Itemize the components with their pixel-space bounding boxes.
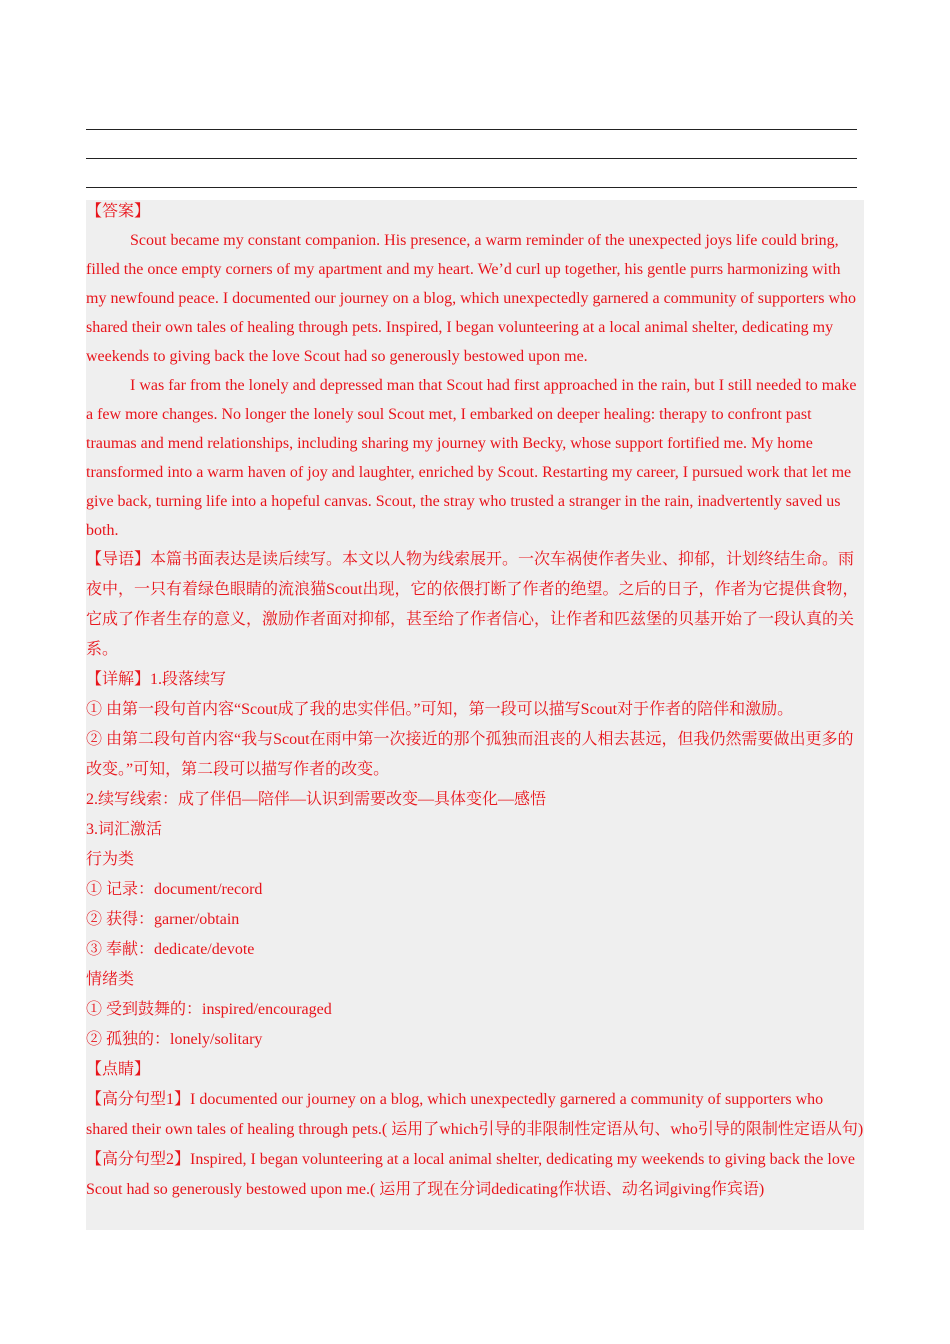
vocab-category-1: 行为类 [86, 851, 135, 868]
guide-text: 本篇书面表达是读后续写。本文以人物为线索展开。一次车祸使作者失业、抑郁，计划终结生命。雨夜中，一只有着绿色眼睛的流浪猫Scout出现，它的依偎打断了作者的绝望。之后的日子，作者为它提供食物，它成了作者生存的意义，激励作者面对抑郁，甚至给了作者信心，让作者和匹兹堡的贝基开始了一段认真的关系。 [86, 551, 859, 658]
detail-item-2: ② 由第二段句首内容“我与Scout在雨中第一次接近的那个孤独而沮丧的人相去甚远，但我仍然需要做出更多的改变。”可知，第二段可以描写作者的改变。 [86, 731, 854, 778]
sentence-2-tag: 【高分句型2】 [86, 1151, 191, 1168]
detail-heading-3: 3.词汇激活 [86, 821, 163, 838]
answer-paragraph-2: I was far from the lonely and depressed man that Scout had first approached in the rain, but I still needed to make a few more changes. No longer the lonely soul Scout met, I embarked on deeper healing: therapy to confront past traumas and mend relationships, including sharing my journey with Becky, whose support fortified me. My home transformed into a warm haven of joy and laughter, enriched by Scout. Restarting my career, I pursued work that let me give back, turning life into a hopeful canvas. Scout, the stray who trusted a stranger in the rain, inadvertently saved us both. [86, 377, 857, 539]
guide-tag: 【导语】 [86, 551, 151, 568]
explanation-content [86, 197, 864, 1205]
detail-heading [86, 665, 864, 695]
detail-heading-2: 2.续写线索：成了伴侣—陪伴—认识到需要改变—具体变化—感悟 [86, 791, 547, 808]
detail-item-1: ① 由第一段句首内容“Scout成了我的忠实伴侣。”可知，第一段可以描写Scout对于作者的陪伴和激励。 [86, 701, 794, 718]
vocab-item: ① 受到鼓舞的：inspired/encouraged [86, 1001, 332, 1018]
detail-tag: 【详解】 [86, 671, 151, 688]
highlight-tag: 【点睛】 [86, 1061, 151, 1078]
answer-tag: 【答案】 [86, 203, 151, 220]
answer-paragraph-1: Scout became my constant companion. His presence, a warm reminder of the unexpected joys life could bring, filled the once empty corners of my apartment and my heart. We’d curl up together, his gentle purrs harmonizing with my newfound peace. I documented our journey on a blog, which unexpectedly garnered a community of supporters who shared their own tales of healing through pets. Inspired, I began volunteering at a local animal shelter, dedicating my weekends to giving back the love Scout had so generously bestowed upon me. [86, 232, 856, 365]
sentence-1-tag: 【高分句型1】 [86, 1091, 191, 1108]
high-score-sentence-1 [86, 1085, 864, 1145]
answer-line-1 [86, 129, 857, 130]
answer-line-2 [86, 158, 857, 159]
sentence-2-text: Inspired, I began volunteering at a local animal shelter, dedicating my weekends to giving back the love Scout had so generously bestowed upon me.( 运用了现在分词dedicating作状语、动名词giving作宾语) [86, 1151, 855, 1198]
vocab-category-2: 情绪类 [86, 971, 135, 988]
vocab-item: ③ 奉献：dedicate/devote [86, 941, 255, 958]
answer-line-3 [86, 187, 857, 188]
vocab-item: ② 孤独的：lonely/solitary [86, 1031, 263, 1048]
sentence-1-text: I documented our journey on a blog, which unexpectedly garnered a community of supporters who shared their own tales of healing through pets.( 运用了which引导的非限制性定语从句、who引导的限制性定语从句) [86, 1091, 864, 1138]
vocab-item: ① 记录：document/record [86, 881, 263, 898]
detail-heading-1: 1.段落续写 [150, 671, 227, 688]
high-score-sentence-2 [86, 1145, 864, 1205]
vocab-item: ② 获得：garner/obtain [86, 911, 240, 928]
guide-section [86, 545, 864, 665]
